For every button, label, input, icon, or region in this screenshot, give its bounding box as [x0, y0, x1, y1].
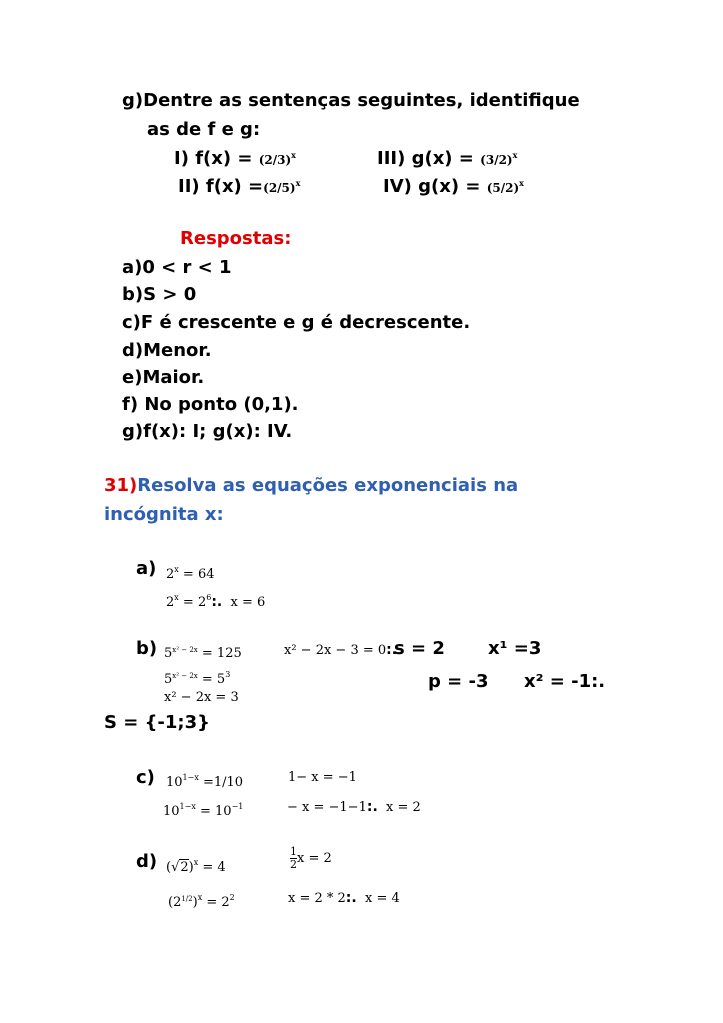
part-d-equation-3: $\frac{1}{2}$ x = 2 — [290, 845, 332, 871]
option-4 — [383, 175, 524, 198]
answer-text: Menor. — [143, 340, 212, 361]
option-expr: $(2/5)^x$ — [263, 178, 301, 195]
list-marker: a) — [122, 257, 143, 278]
list-marker: e) — [122, 367, 143, 388]
item-g-line-2: as de f e g: — [147, 119, 261, 140]
part-b-sum: s = 2 — [394, 638, 445, 659]
question-text: Resolva as equações exponenciais na — [137, 475, 519, 496]
list-marker: g) — [122, 90, 144, 111]
answer-item-d — [122, 340, 212, 362]
part-c-label: c) — [136, 767, 155, 788]
option-label: I) f(x) = — [174, 148, 253, 169]
list-marker: f) — [122, 394, 139, 415]
part-c-equation-1: $10^{1-x} =1/10$ — [166, 773, 244, 790]
answer-text: F é crescente e g é decrescente. — [140, 312, 471, 333]
item-g-text: Dentre as sentenças seguintes, identifique — [143, 90, 580, 111]
question-31-title — [104, 475, 518, 497]
part-d-equation-1: $(√2)^x = 4$ — [166, 858, 226, 875]
part-c-equation-4: − x = −1−1:. x = 2 — [287, 799, 421, 815]
part-a-equation-1: $2^x = 64$ — [166, 565, 215, 582]
question-31-title-line-2: incógnita x: — [104, 504, 224, 525]
part-b-root-2: x² = -1:. — [524, 671, 606, 692]
answer-item-c — [122, 312, 470, 334]
part-b-equation-1: $5^{x^2 - 2x} = 125$ — [164, 646, 242, 661]
option-3 — [377, 147, 517, 170]
answer-item-e — [122, 367, 204, 389]
part-c-equation-3: 1− x = −1 — [288, 770, 357, 785]
list-marker: d) — [122, 340, 144, 361]
answer-text: f(x): I; g(x): IV. — [143, 421, 293, 442]
list-marker: g) — [122, 421, 144, 442]
part-d-equation-2: $(2^{1/2})^x = 2^2$ — [168, 893, 235, 910]
part-b-solution-set: S = {-1;3} — [104, 712, 210, 733]
answer-item-b — [122, 284, 196, 306]
option-expr: $(3/2)^x$ — [480, 150, 518, 167]
option-1 — [174, 147, 296, 170]
answer-text: 0 < r < 1 — [142, 257, 232, 278]
option-label: II) f(x) = — [178, 176, 264, 197]
part-b-equation-2: $5^{x^2 - 2x} = 5^3$ — [164, 670, 231, 687]
part-a-equation-2: $2^x = 2^6$:. x = 6 — [166, 593, 266, 610]
option-expr: $(2/3)^x$ — [258, 150, 296, 167]
option-2 — [178, 175, 300, 198]
answer-item-f — [122, 394, 299, 416]
part-a-label: a) — [136, 558, 157, 579]
answer-item-g — [122, 421, 292, 443]
part-b-quadratic: x² − 2x − 3 = 0:. — [284, 642, 398, 658]
answers-heading: Respostas: — [180, 228, 292, 249]
item-g-line-1 — [122, 90, 580, 112]
list-marker: b) — [122, 284, 144, 305]
part-b-product: p = -3 — [428, 671, 489, 692]
option-label: IV) g(x) = — [383, 176, 481, 197]
part-d-label: d) — [136, 851, 158, 872]
list-marker: c) — [122, 312, 141, 333]
option-expr: $(5/2)^x$ — [486, 178, 524, 195]
option-label: III) g(x) = — [377, 148, 474, 169]
part-c-equation-2: $10^{1-x} = 10^{-1}$ — [163, 802, 244, 819]
part-b-label: b) — [136, 638, 158, 659]
question-number: 31) — [104, 475, 138, 496]
answer-text: S > 0 — [143, 284, 197, 305]
part-d-equation-4: x = 2 * 2:. x = 4 — [288, 890, 400, 906]
answer-text: No ponto (0,1). — [144, 394, 299, 415]
answer-item-a — [122, 257, 232, 279]
answer-text: Maior. — [142, 367, 205, 388]
part-b-equation-3: x² − 2x = 3 — [164, 690, 239, 705]
part-b-root-1: x¹ =3 — [488, 638, 542, 659]
